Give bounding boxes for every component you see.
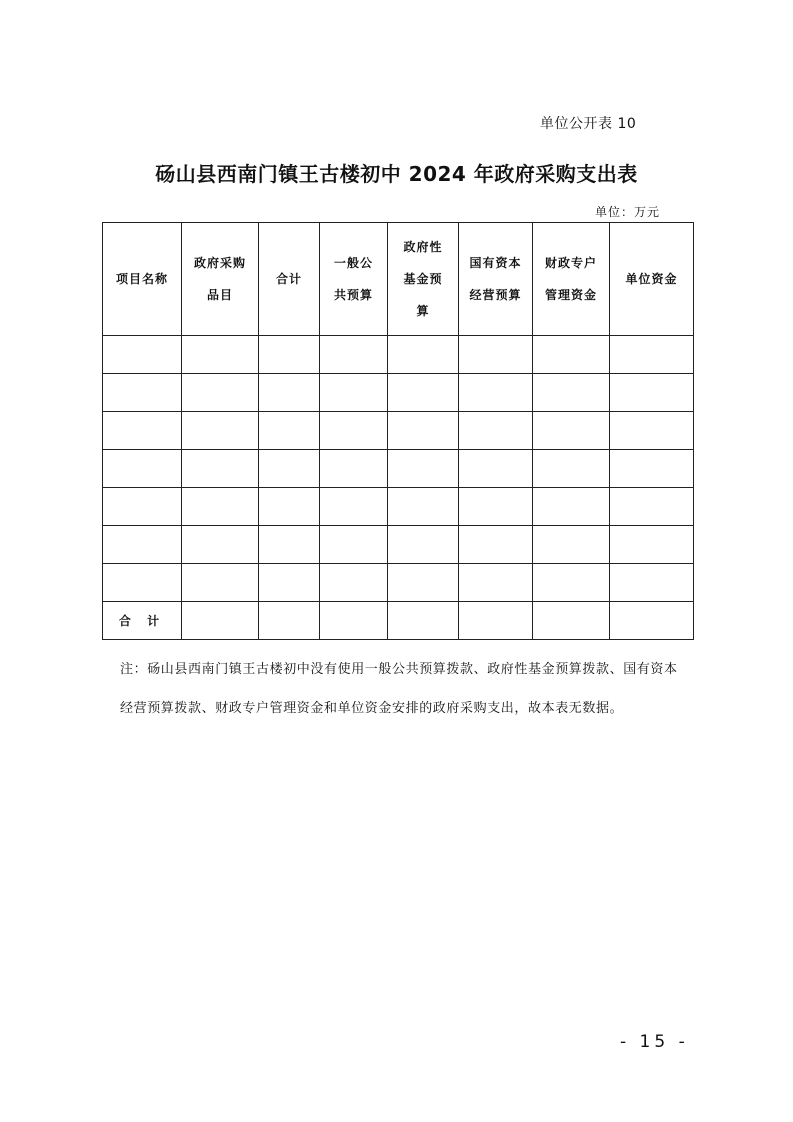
table-cell [459, 450, 533, 488]
table-cell [259, 564, 320, 602]
table-cell [320, 412, 388, 450]
table-cell [388, 374, 459, 412]
table-cell [259, 488, 320, 526]
table-cell [259, 412, 320, 450]
header-project-name: 项目名称 [103, 223, 182, 336]
table-cell [610, 526, 694, 564]
table-cell [459, 412, 533, 450]
table-cell [610, 374, 694, 412]
table-row [103, 526, 694, 564]
table-cell [103, 526, 182, 564]
table-cell [103, 336, 182, 374]
table-cell [320, 450, 388, 488]
table-cell [182, 450, 259, 488]
header-state-capital-budget: 国有资本 经营预算 [459, 223, 533, 336]
page-title: 砀山县西南门镇王古楼初中 2024 年政府采购支出表 [155, 162, 638, 186]
table-cell [320, 488, 388, 526]
table-cell [259, 450, 320, 488]
table-cell [610, 336, 694, 374]
table-cell [320, 602, 388, 640]
table-cell [388, 336, 459, 374]
table-cell [182, 374, 259, 412]
table-cell [459, 526, 533, 564]
header-general-budget: 一般公 共预算 [320, 223, 388, 336]
table-cell [388, 526, 459, 564]
table-cell [533, 450, 610, 488]
page-code: 单位公开表 10 [540, 116, 637, 132]
total-label: 合 计 [103, 602, 182, 640]
header-unit-funds: 单位资金 [610, 223, 694, 336]
table-cell [388, 450, 459, 488]
table-cell [182, 336, 259, 374]
table-cell [182, 564, 259, 602]
unit-label: 单位：万元 [595, 205, 661, 219]
table-cell [533, 602, 610, 640]
table-cell [533, 488, 610, 526]
table-cell [259, 602, 320, 640]
table-cell [388, 564, 459, 602]
table-cell [533, 336, 610, 374]
table-row [103, 450, 694, 488]
page-number: - 15 - [620, 1032, 689, 1052]
table-cell [259, 374, 320, 412]
table-total-row [103, 602, 694, 640]
header-procurement-item: 政府采购 品目 [182, 223, 259, 336]
table-cell [533, 564, 610, 602]
table-cell [259, 336, 320, 374]
table-row [103, 488, 694, 526]
table-cell [459, 602, 533, 640]
header-special-account-funds: 财政专户 管理资金 [533, 223, 610, 336]
table-cell [103, 564, 182, 602]
table-cell [610, 450, 694, 488]
table-cell [320, 374, 388, 412]
table-row [103, 336, 694, 374]
table-cell [533, 412, 610, 450]
table-row [103, 564, 694, 602]
table-cell [610, 488, 694, 526]
table-cell [182, 526, 259, 564]
note-text: 注：砀山县西南门镇王古楼初中没有使用一般公共预算拨款、政府性基金预算拨款、国有资本经营预算拨款、财政专户管理资金和单位资金安排的政府采购支出，故本表无数据。 [120, 662, 678, 716]
table-cell [459, 336, 533, 374]
table-cell [388, 602, 459, 640]
table-cell [388, 488, 459, 526]
table-cell [259, 526, 320, 564]
table-cell [533, 374, 610, 412]
table-cell [610, 564, 694, 602]
table-cell [320, 336, 388, 374]
table-row [103, 412, 694, 450]
table-cell [182, 488, 259, 526]
table-cell [533, 526, 610, 564]
table-cell [459, 488, 533, 526]
table-cell [610, 412, 694, 450]
table-cell [320, 564, 388, 602]
table-cell [103, 412, 182, 450]
table-cell [388, 412, 459, 450]
procurement-table [102, 222, 694, 640]
table-cell [459, 564, 533, 602]
table-row [103, 374, 694, 412]
header-gov-fund-budget: 政府性 基金预 算 [388, 223, 459, 336]
table-header-row [103, 223, 694, 336]
table-cell [182, 412, 259, 450]
table-cell [182, 602, 259, 640]
table-cell [459, 374, 533, 412]
table-cell [103, 450, 182, 488]
table-cell [103, 488, 182, 526]
header-total: 合计 [259, 223, 320, 336]
table-cell [610, 602, 694, 640]
table-cell [320, 526, 388, 564]
table-cell [103, 374, 182, 412]
